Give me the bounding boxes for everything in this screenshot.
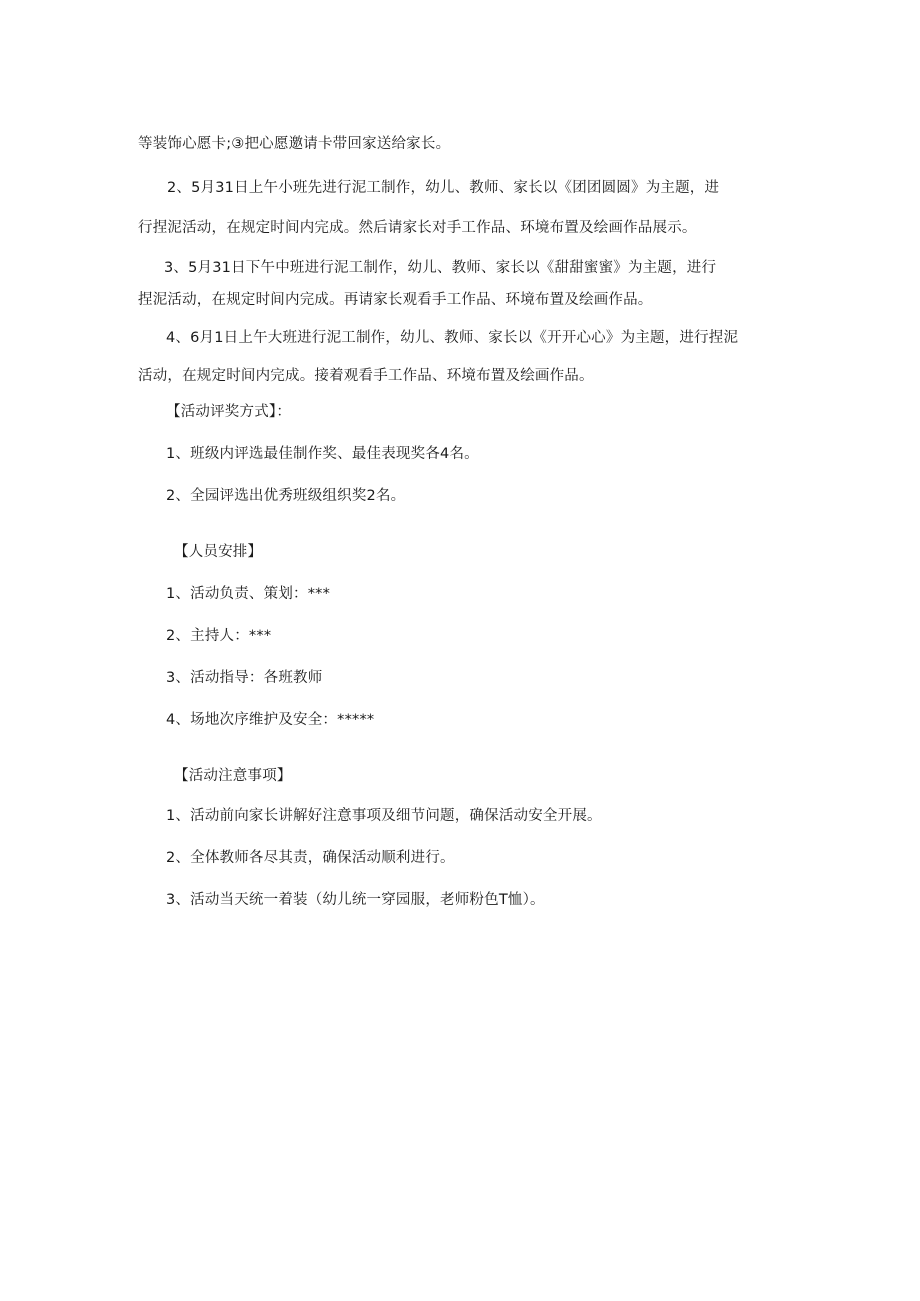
schedule-line-continuation: 等装饰心愿卡;③把心愿邀请卡带回家送给家长。 (138, 136, 451, 152)
staff-item-4: 4、场地次序维护及安全：***** (166, 712, 375, 728)
notes-heading: 【活动注意事项】 (174, 768, 292, 784)
staff-item-1: 1、活动负责、策划：*** (166, 586, 331, 602)
notes-item-1: 1、活动前向家长讲解好注意事项及细节问题，确保活动安全开展。 (166, 808, 602, 824)
schedule-item-2-line-1: 2、5月31日上午小班先进行泥工制作，幼儿、教师、家长以《团团圆圆》为主题，进 (167, 180, 720, 196)
notes-item-3: 3、活动当天统一着装（幼儿统一穿园服，老师粉色T恤）。 (166, 892, 545, 908)
schedule-item-3-line-2: 捏泥活动，在规定时间内完成。再请家长观看手工作品、环境布置及绘画作品。 (138, 292, 653, 308)
awards-item-1: 1、班级内评选最佳制作奖、最佳表现奖各4名。 (166, 446, 479, 462)
schedule-item-4-line-1: 4、6月1日上午大班进行泥工制作，幼儿、教师、家长以《开开心心》为主题，进行捏泥 (166, 330, 739, 346)
schedule-item-4-line-2: 活动，在规定时间内完成。接着观看手工作品、环境布置及绘画作品。 (138, 368, 594, 384)
awards-item-2: 2、全园评选出优秀班级组织奖2名。 (166, 488, 406, 504)
awards-heading: 【活动评奖方式】： (166, 404, 292, 420)
staff-heading: 【人员安排】 (174, 544, 263, 560)
notes-item-2: 2、全体教师各尽其责，确保活动顺利进行。 (166, 850, 455, 866)
schedule-item-3-line-1: 3、5月31日下午中班进行泥工制作，幼儿、教师、家长以《甜甜蜜蜜》为主题，进行 (164, 260, 717, 276)
schedule-item-2-line-2: 行捏泥活动，在规定时间内完成。然后请家长对手工作品、环境布置及绘画作品展示。 (138, 220, 697, 236)
staff-item-2: 2、主持人：*** (166, 628, 272, 644)
staff-item-3: 3、活动指导：各班教师 (166, 670, 323, 686)
